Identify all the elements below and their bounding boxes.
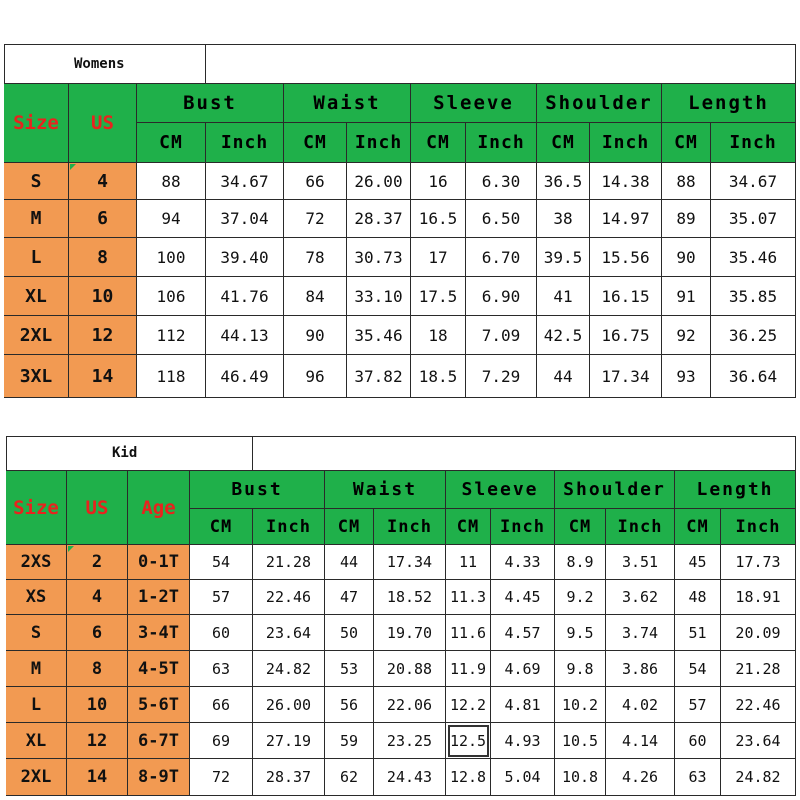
womens-size-cell: 3XL [4, 355, 69, 398]
kid-us-cell: 4 [67, 580, 128, 615]
womens-waist-inch: 35.46 [347, 316, 411, 355]
kid-waist-cm: 53 [325, 651, 374, 687]
kid-bust-cm: 57 [190, 580, 253, 615]
kid-us-cell: 12 [67, 723, 128, 759]
womens-size-cell: 2XL [4, 316, 69, 355]
kid-us-cell: 10 [67, 687, 128, 723]
womens-size-cell: XL [4, 277, 69, 316]
kid-bust-inch: 22.46 [253, 580, 325, 615]
womens-length-header: Length [662, 84, 796, 123]
kid-sleeve-header: Sleeve [446, 471, 555, 509]
womens-waist-inch: 33.10 [347, 277, 411, 316]
kid-age-cell: 4-5T [128, 651, 190, 687]
womens-us-cell: 10 [69, 277, 137, 316]
womens-waist-inch: 28.37 [347, 200, 411, 238]
womens-length-cm: 92 [662, 316, 711, 355]
womens-sleeve-inch: 7.29 [466, 355, 537, 398]
womens-waist-inch: 30.73 [347, 238, 411, 277]
womens-waist-inch-header: Inch [347, 123, 411, 163]
womens-shoulder-cm: 44 [537, 355, 590, 398]
kid-length-cm: 45 [675, 545, 721, 580]
womens-size-cell: S [4, 163, 69, 200]
kid-length-inch: 22.46 [721, 687, 796, 723]
womens-bust-inch: 46.49 [206, 355, 284, 398]
kid-sleeve-cm: 12.8 [446, 759, 491, 796]
womens-length-cm: 88 [662, 163, 711, 200]
womens-sleeve-cm-header: CM [411, 123, 466, 163]
kid-size-cell: XL [6, 723, 67, 759]
womens-bust-cm: 106 [137, 277, 206, 316]
womens-sleeve-cm: 18 [411, 316, 466, 355]
womens-us-header: US [69, 84, 137, 163]
womens-title-blank [206, 44, 796, 84]
womens-length-inch: 36.64 [711, 355, 796, 398]
kid-size-cell: XS [6, 580, 67, 615]
womens-sleeve-cm: 16.5 [411, 200, 466, 238]
womens-length-cm-header: CM [662, 123, 711, 163]
womens-length-inch-header: Inch [711, 123, 796, 163]
kid-length-inch: 17.73 [721, 545, 796, 580]
kid-bust-inch: 21.28 [253, 545, 325, 580]
womens-bust-cm: 94 [137, 200, 206, 238]
kid-waist-inch: 23.25 [374, 723, 446, 759]
womens-shoulder-header: Shoulder [537, 84, 662, 123]
womens-sleeve-cm: 17 [411, 238, 466, 277]
kid-waist-cm: 50 [325, 615, 374, 651]
womens-bust-inch: 37.04 [206, 200, 284, 238]
kid-length-cm: 51 [675, 615, 721, 651]
kid-shoulder-inch: 4.14 [606, 723, 675, 759]
womens-sleeve-inch-header: Inch [466, 123, 537, 163]
kid-bust-cm: 63 [190, 651, 253, 687]
kid-size-cell: 2XS [6, 545, 67, 580]
kid-age-cell: 8-9T [128, 759, 190, 796]
kid-shoulder-cm-header: CM [555, 509, 606, 545]
kid-shoulder-cm: 9.8 [555, 651, 606, 687]
kid-shoulder-cm: 10.2 [555, 687, 606, 723]
womens-length-cm: 89 [662, 200, 711, 238]
kid-size-cell: M [6, 651, 67, 687]
kid-bust-inch: 24.82 [253, 651, 325, 687]
kid-sleeve-inch: 4.57 [491, 615, 555, 651]
kid-length-inch-header: Inch [721, 509, 796, 545]
kid-bust-cm: 54 [190, 545, 253, 580]
kid-waist-inch: 22.06 [374, 687, 446, 723]
kid-sleeve-inch-header: Inch [491, 509, 555, 545]
kid-shoulder-header: Shoulder [555, 471, 675, 509]
kid-bust-inch: 26.00 [253, 687, 325, 723]
kid-bust-cm: 72 [190, 759, 253, 796]
womens-bust-inch-header: Inch [206, 123, 284, 163]
womens-sleeve-cm: 16 [411, 163, 466, 200]
kid-length-cm: 54 [675, 651, 721, 687]
womens-waist-cm: 66 [284, 163, 347, 200]
kid-bust-inch: 23.64 [253, 615, 325, 651]
kid-waist-cm: 59 [325, 723, 374, 759]
kid-age-cell: 3-4T [128, 615, 190, 651]
womens-length-cm: 90 [662, 238, 711, 277]
womens-bust-inch: 39.40 [206, 238, 284, 277]
kid-size-cell: 2XL [6, 759, 67, 796]
kid-waist-cm: 56 [325, 687, 374, 723]
womens-waist-cm: 90 [284, 316, 347, 355]
kid-bust-cm: 69 [190, 723, 253, 759]
womens-shoulder-cm: 41 [537, 277, 590, 316]
kid-length-inch: 23.64 [721, 723, 796, 759]
kid-sleeve-inch: 5.04 [491, 759, 555, 796]
womens-bust-inch: 34.67 [206, 163, 284, 200]
womens-length-inch: 35.46 [711, 238, 796, 277]
kid-waist-inch: 24.43 [374, 759, 446, 796]
kid-us-cell: 2 [67, 545, 128, 580]
womens-us-cell: 4 [69, 163, 137, 200]
kid-length-cm-header: CM [675, 509, 721, 545]
kid-shoulder-cm: 10.8 [555, 759, 606, 796]
kid-waist-cm: 62 [325, 759, 374, 796]
kid-age-cell: 5-6T [128, 687, 190, 723]
kid-us-cell: 6 [67, 615, 128, 651]
womens-shoulder-inch: 14.97 [590, 200, 662, 238]
kid-waist-cm: 44 [325, 545, 374, 580]
womens-shoulder-cm: 42.5 [537, 316, 590, 355]
kid-shoulder-cm: 8.9 [555, 545, 606, 580]
kid-sleeve-cm: 11.9 [446, 651, 491, 687]
womens-shoulder-cm: 39.5 [537, 238, 590, 277]
kid-age-cell: 0-1T [128, 545, 190, 580]
womens-bust-cm: 118 [137, 355, 206, 398]
womens-waist-cm-header: CM [284, 123, 347, 163]
kid-shoulder-inch: 4.26 [606, 759, 675, 796]
womens-us-cell: 14 [69, 355, 137, 398]
kid-sleeve-inch: 4.81 [491, 687, 555, 723]
kid-table-title: Kid [6, 436, 253, 471]
womens-sleeve-inch: 6.30 [466, 163, 537, 200]
kid-waist-inch: 19.70 [374, 615, 446, 651]
womens-length-inch: 36.25 [711, 316, 796, 355]
womens-waist-cm: 72 [284, 200, 347, 238]
kid-sleeve-inch: 4.93 [491, 723, 555, 759]
kid-age-cell: 1-2T [128, 580, 190, 615]
womens-size-cell: L [4, 238, 69, 277]
womens-sleeve-inch: 6.70 [466, 238, 537, 277]
kid-waist-inch: 20.88 [374, 651, 446, 687]
womens-shoulder-cm: 36.5 [537, 163, 590, 200]
kid-title-blank [253, 436, 796, 471]
womens-shoulder-inch: 17.34 [590, 355, 662, 398]
kid-length-cm: 60 [675, 723, 721, 759]
kid-us-header: US [67, 471, 128, 545]
womens-waist-cm: 78 [284, 238, 347, 277]
womens-length-inch: 35.85 [711, 277, 796, 316]
womens-waist-header: Waist [284, 84, 411, 123]
kid-sleeve-inch: 4.45 [491, 580, 555, 615]
womens-shoulder-inch: 16.15 [590, 277, 662, 316]
womens-sleeve-header: Sleeve [411, 84, 537, 123]
womens-size-header: Size [4, 84, 69, 163]
kid-length-inch: 18.91 [721, 580, 796, 615]
womens-waist-inch: 37.82 [347, 355, 411, 398]
kid-us-cell: 8 [67, 651, 128, 687]
womens-length-inch: 34.67 [711, 163, 796, 200]
kid-waist-cm-header: CM [325, 509, 374, 545]
kid-waist-header: Waist [325, 471, 446, 509]
kid-sleeve-inch: 4.69 [491, 651, 555, 687]
womens-sleeve-cm: 18.5 [411, 355, 466, 398]
kid-sleeve-inch: 4.33 [491, 545, 555, 580]
kid-length-header: Length [675, 471, 796, 509]
womens-sleeve-cm: 17.5 [411, 277, 466, 316]
kid-bust-header: Bust [190, 471, 325, 509]
womens-shoulder-cm: 38 [537, 200, 590, 238]
kid-waist-inch: 18.52 [374, 580, 446, 615]
womens-us-cell: 12 [69, 316, 137, 355]
womens-sleeve-inch: 6.90 [466, 277, 537, 316]
kid-shoulder-cm: 9.5 [555, 615, 606, 651]
kid-waist-cm: 47 [325, 580, 374, 615]
womens-table-title: Womens [4, 44, 206, 84]
womens-bust-inch: 44.13 [206, 316, 284, 355]
kid-age-header: Age [128, 471, 190, 545]
kid-length-cm: 63 [675, 759, 721, 796]
kid-shoulder-inch: 3.62 [606, 580, 675, 615]
kid-sleeve-cm: 11.3 [446, 580, 491, 615]
kid-sleeve-cm: 12.5 [446, 723, 491, 759]
womens-bust-cm: 88 [137, 163, 206, 200]
womens-bust-header: Bust [137, 84, 284, 123]
kid-shoulder-inch: 4.02 [606, 687, 675, 723]
kid-shoulder-inch: 3.74 [606, 615, 675, 651]
kid-shoulder-inch-header: Inch [606, 509, 675, 545]
kid-size-cell: L [6, 687, 67, 723]
kid-length-cm: 57 [675, 687, 721, 723]
kid-sleeve-cm: 11 [446, 545, 491, 580]
kid-length-inch: 21.28 [721, 651, 796, 687]
kid-shoulder-inch: 3.51 [606, 545, 675, 580]
cell-corner-marker [70, 164, 76, 170]
womens-length-inch: 35.07 [711, 200, 796, 238]
womens-bust-cm: 100 [137, 238, 206, 277]
kid-length-cm: 48 [675, 580, 721, 615]
womens-bust-cm: 112 [137, 316, 206, 355]
womens-waist-inch: 26.00 [347, 163, 411, 200]
kid-us-cell: 14 [67, 759, 128, 796]
kid-bust-inch: 27.19 [253, 723, 325, 759]
womens-shoulder-inch: 15.56 [590, 238, 662, 277]
kid-length-inch: 24.82 [721, 759, 796, 796]
womens-shoulder-inch: 16.75 [590, 316, 662, 355]
womens-us-cell: 8 [69, 238, 137, 277]
kid-sleeve-cm: 12.2 [446, 687, 491, 723]
womens-sleeve-inch: 7.09 [466, 316, 537, 355]
kid-waist-inch: 17.34 [374, 545, 446, 580]
kid-bust-inch: 28.37 [253, 759, 325, 796]
kid-bust-cm: 60 [190, 615, 253, 651]
kid-length-inch: 20.09 [721, 615, 796, 651]
kid-age-cell: 6-7T [128, 723, 190, 759]
womens-shoulder-inch: 14.38 [590, 163, 662, 200]
kid-shoulder-cm: 9.2 [555, 580, 606, 615]
kid-shoulder-cm: 10.5 [555, 723, 606, 759]
kid-bust-cm-header: CM [190, 509, 253, 545]
kid-waist-inch-header: Inch [374, 509, 446, 545]
womens-us-cell: 6 [69, 200, 137, 238]
kid-bust-cm: 66 [190, 687, 253, 723]
womens-bust-cm-header: CM [137, 123, 206, 163]
kid-size-header: Size [6, 471, 67, 545]
kid-sleeve-cm: 11.6 [446, 615, 491, 651]
womens-waist-cm: 84 [284, 277, 347, 316]
kid-bust-inch-header: Inch [253, 509, 325, 545]
womens-length-cm: 91 [662, 277, 711, 316]
womens-bust-inch: 41.76 [206, 277, 284, 316]
womens-sleeve-inch: 6.50 [466, 200, 537, 238]
kid-size-cell: S [6, 615, 67, 651]
kid-shoulder-inch: 3.86 [606, 651, 675, 687]
kid-sleeve-cm-header: CM [446, 509, 491, 545]
womens-waist-cm: 96 [284, 355, 347, 398]
womens-length-cm: 93 [662, 355, 711, 398]
womens-size-cell: M [4, 200, 69, 238]
cell-corner-marker [68, 546, 74, 552]
womens-shoulder-cm-header: CM [537, 123, 590, 163]
womens-shoulder-inch-header: Inch [590, 123, 662, 163]
